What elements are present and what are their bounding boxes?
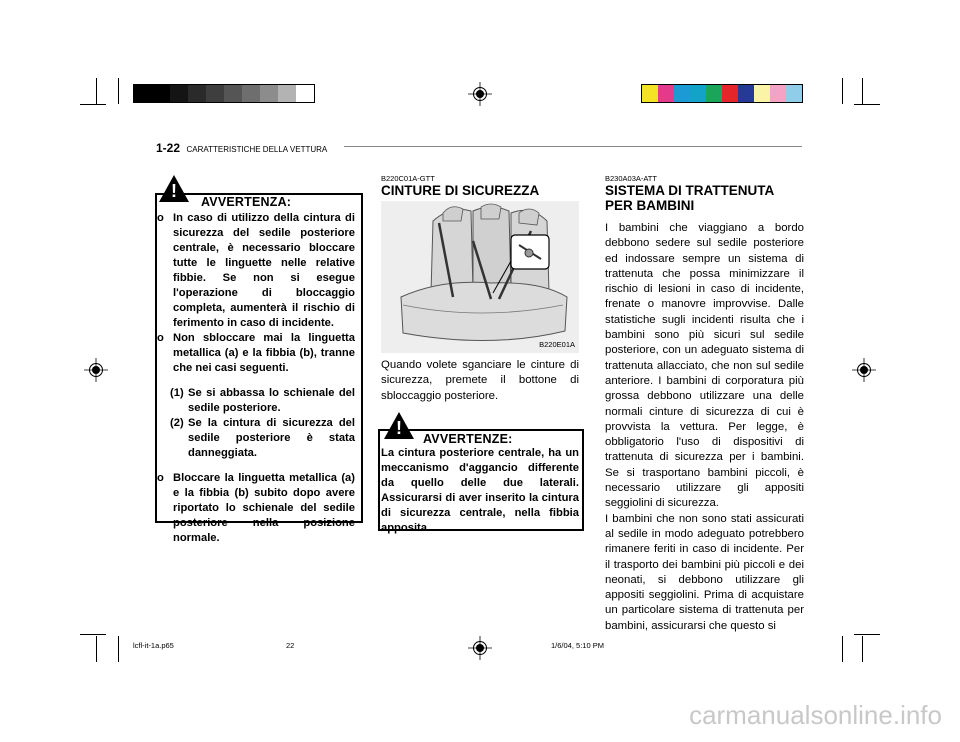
- color-swatch: [170, 85, 188, 102]
- page-header: [156, 139, 804, 153]
- color-swatch: [770, 85, 786, 102]
- color-swatch: [754, 85, 770, 102]
- color-swatch: [278, 85, 296, 102]
- footer-file: lcfl-it-1a.p65: [133, 641, 174, 650]
- warning-body: La cintura posteriore centrale, ha un meccanismo d'aggancio differente da quello delle due laterali. Assicurarsi di aver inserito la cintura di sicurezza centrale, nella fibbia apposita.: [381, 447, 579, 534]
- color-swatch: [642, 85, 658, 102]
- header-rule: [344, 146, 802, 147]
- right-body-text: [605, 221, 804, 634]
- color-swatch: [224, 85, 242, 102]
- registration-mark-icon: [852, 358, 876, 382]
- sub-list-item: (2) Se la cintura di sicurezza del sedile posteriore è stata danneggiata.: [170, 417, 355, 459]
- middle-body-text: Quando volete sganciare le cinture di sicurezza, premete il bottone di sbloccaggio posteriore.: [381, 359, 579, 402]
- section-heading: CINTURE DI SICUREZZA: [381, 183, 540, 198]
- color-calibration-bar: [641, 84, 803, 103]
- color-swatch: [152, 85, 170, 102]
- seat-illustration: [381, 201, 579, 353]
- body-paragraph: I bambini che viaggiano a bordo debbono sedere sul sedile posteriore ed indossare sempre un sistema di trattenuta che possa minimizzare il rischio di lesioni in caso di incidente, frenate o manovre improvvise. Dalle statistiche sugli incidenti risulta che i bambini sono più sicuri sul sedile posteriore, con un adeguato sistema di trattenuta allacciato, che non sul sedile anteriore. I bambini di corporatura più grossa debbono utilizzare una delle normali cinture di sicurezza di cui è provvista la vettura. Per legge, è obbligatorio l'uso di dispositivi di trattenuta di sicurezza per i bambini. Se si trasportano bambini piccoli, è necessario utilizzare gli appositi seggiolini di sicurezza.: [605, 222, 804, 510]
- registration-mark-icon: [84, 358, 108, 382]
- color-swatch: [296, 85, 314, 102]
- color-swatch: [242, 85, 260, 102]
- body-paragraph: I bambini che non sono stati assicurati al sedile in modo adeguato potrebbero rimanere feriti in caso di incidente. Per il trasporto dei bambini più piccoli e dei neonati, si debbono utilizzare gli appositi seggiolini. Prima di acquistare un particolare sistema di trattenuta per bambini, assicurarsi che questo si: [605, 512, 804, 632]
- list-item: o Non sbloccare mai la linguetta metallica (a) e la fibbia (b), tranne che nei casi seguenti.: [157, 332, 355, 374]
- color-swatch: [658, 85, 674, 102]
- registration-mark-icon: [468, 82, 492, 106]
- footer-date: 1/6/04, 5:10 PM: [551, 641, 604, 650]
- footer-page: 22: [286, 641, 295, 650]
- color-swatch: [738, 85, 754, 102]
- sub-list-item: (1) Se si abbassa lo schienale del sedile posteriore.: [170, 387, 355, 414]
- color-swatch: [706, 85, 722, 102]
- grayscale-calibration-bar: [133, 84, 315, 103]
- section-title: CARATTERISTICHE DELLA VETTURA: [186, 145, 328, 154]
- color-swatch: [690, 85, 706, 102]
- warning-triangle-icon: !: [384, 412, 414, 439]
- section-code: B220C01A-GTT: [381, 174, 435, 183]
- color-swatch: [674, 85, 690, 102]
- page-number: 1-22: [156, 141, 181, 155]
- image-code: B220E01A: [539, 340, 575, 349]
- color-swatch: [206, 85, 224, 102]
- warning-body: [157, 211, 355, 546]
- list-item: o Bloccare la linguetta metallica (a) e la fibbia (b) subito dopo avere riportato lo schienale del sedile posteriore nella posizione normale.: [157, 472, 355, 544]
- warning-title: AVVERTENZA:: [201, 195, 292, 209]
- section-heading: SISTEMA DI TRATTENUTA PER BAMBINI: [605, 183, 774, 213]
- section-code: B230A03A-ATT: [605, 174, 657, 183]
- color-swatch: [786, 85, 802, 102]
- color-swatch: [188, 85, 206, 102]
- warning-title: AVVERTENZE:: [423, 432, 513, 446]
- color-swatch: [134, 85, 152, 102]
- warning-triangle-icon: !: [159, 175, 189, 202]
- watermark: carmanualsonline.info: [689, 700, 942, 730]
- color-swatch: [260, 85, 278, 102]
- color-swatch: [722, 85, 738, 102]
- rear-seat-belt-image: [381, 201, 579, 353]
- list-item: o In caso di utilizzo della cintura di sicurezza del sedile posteriore centrale, è necessario bloccare tutte le linguette nelle relative fibbie. Se non si esegue l'operazione di bloccaggio completa, aumenterà il rischio di ferimento in caso di incidente.: [157, 212, 355, 329]
- registration-mark-icon: [468, 636, 492, 660]
